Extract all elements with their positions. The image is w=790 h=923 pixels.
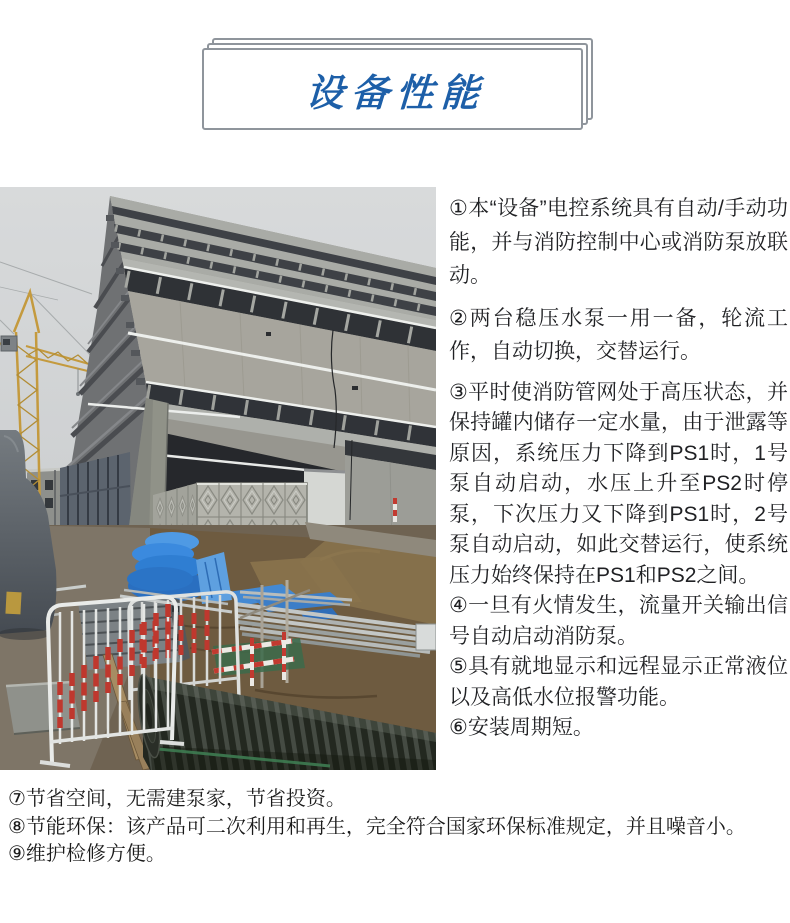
- footer-note-2: ⑧节能环保：该产品可二次利用和再生，完全符合国家环保标准规定，并且噪音小。: [8, 815, 746, 838]
- site-photo: [0, 187, 436, 770]
- header-card: [202, 48, 583, 130]
- note-5: ⑤具有就地显示和远程显示正常液位以及高低水位报警功能。: [449, 655, 788, 709]
- note-1: ①本“设备”电控系统具有自动/手动功能，并与消防控制中心或消防泵放联动。: [449, 197, 788, 287]
- performance-notes: [449, 192, 788, 744]
- note-4: ④一旦有火情发生，流量开关输出信号自动启动消防泵。: [449, 594, 788, 648]
- note-2: ②两台稳压水泵一用一备，轮流工作，自动切换，交替运行。: [449, 306, 788, 363]
- note-6: ⑥安装周期短。: [449, 716, 594, 739]
- footer-notes: [8, 786, 784, 869]
- footer-note-1: ⑦节省空间，无需建泵家，节省投资。: [8, 788, 346, 810]
- footer-note-3: ⑨维护检修方便。: [8, 843, 166, 865]
- gray-board: [6, 682, 80, 734]
- wall-marker: [393, 498, 397, 522]
- page-title: 设备性能: [304, 72, 487, 115]
- note-3: ③平时使消防管网处于高压状态，并保持罐内储存一定水量，由于泄露等原因，系统压力下降到PS1时，1号泵自动启动，水压上升至PS2时停泵，下次压力又下降到PS1时，2号泵自动启动，如此交替运行，使系统压力始终保持在PS1和PS2之间。: [449, 380, 788, 587]
